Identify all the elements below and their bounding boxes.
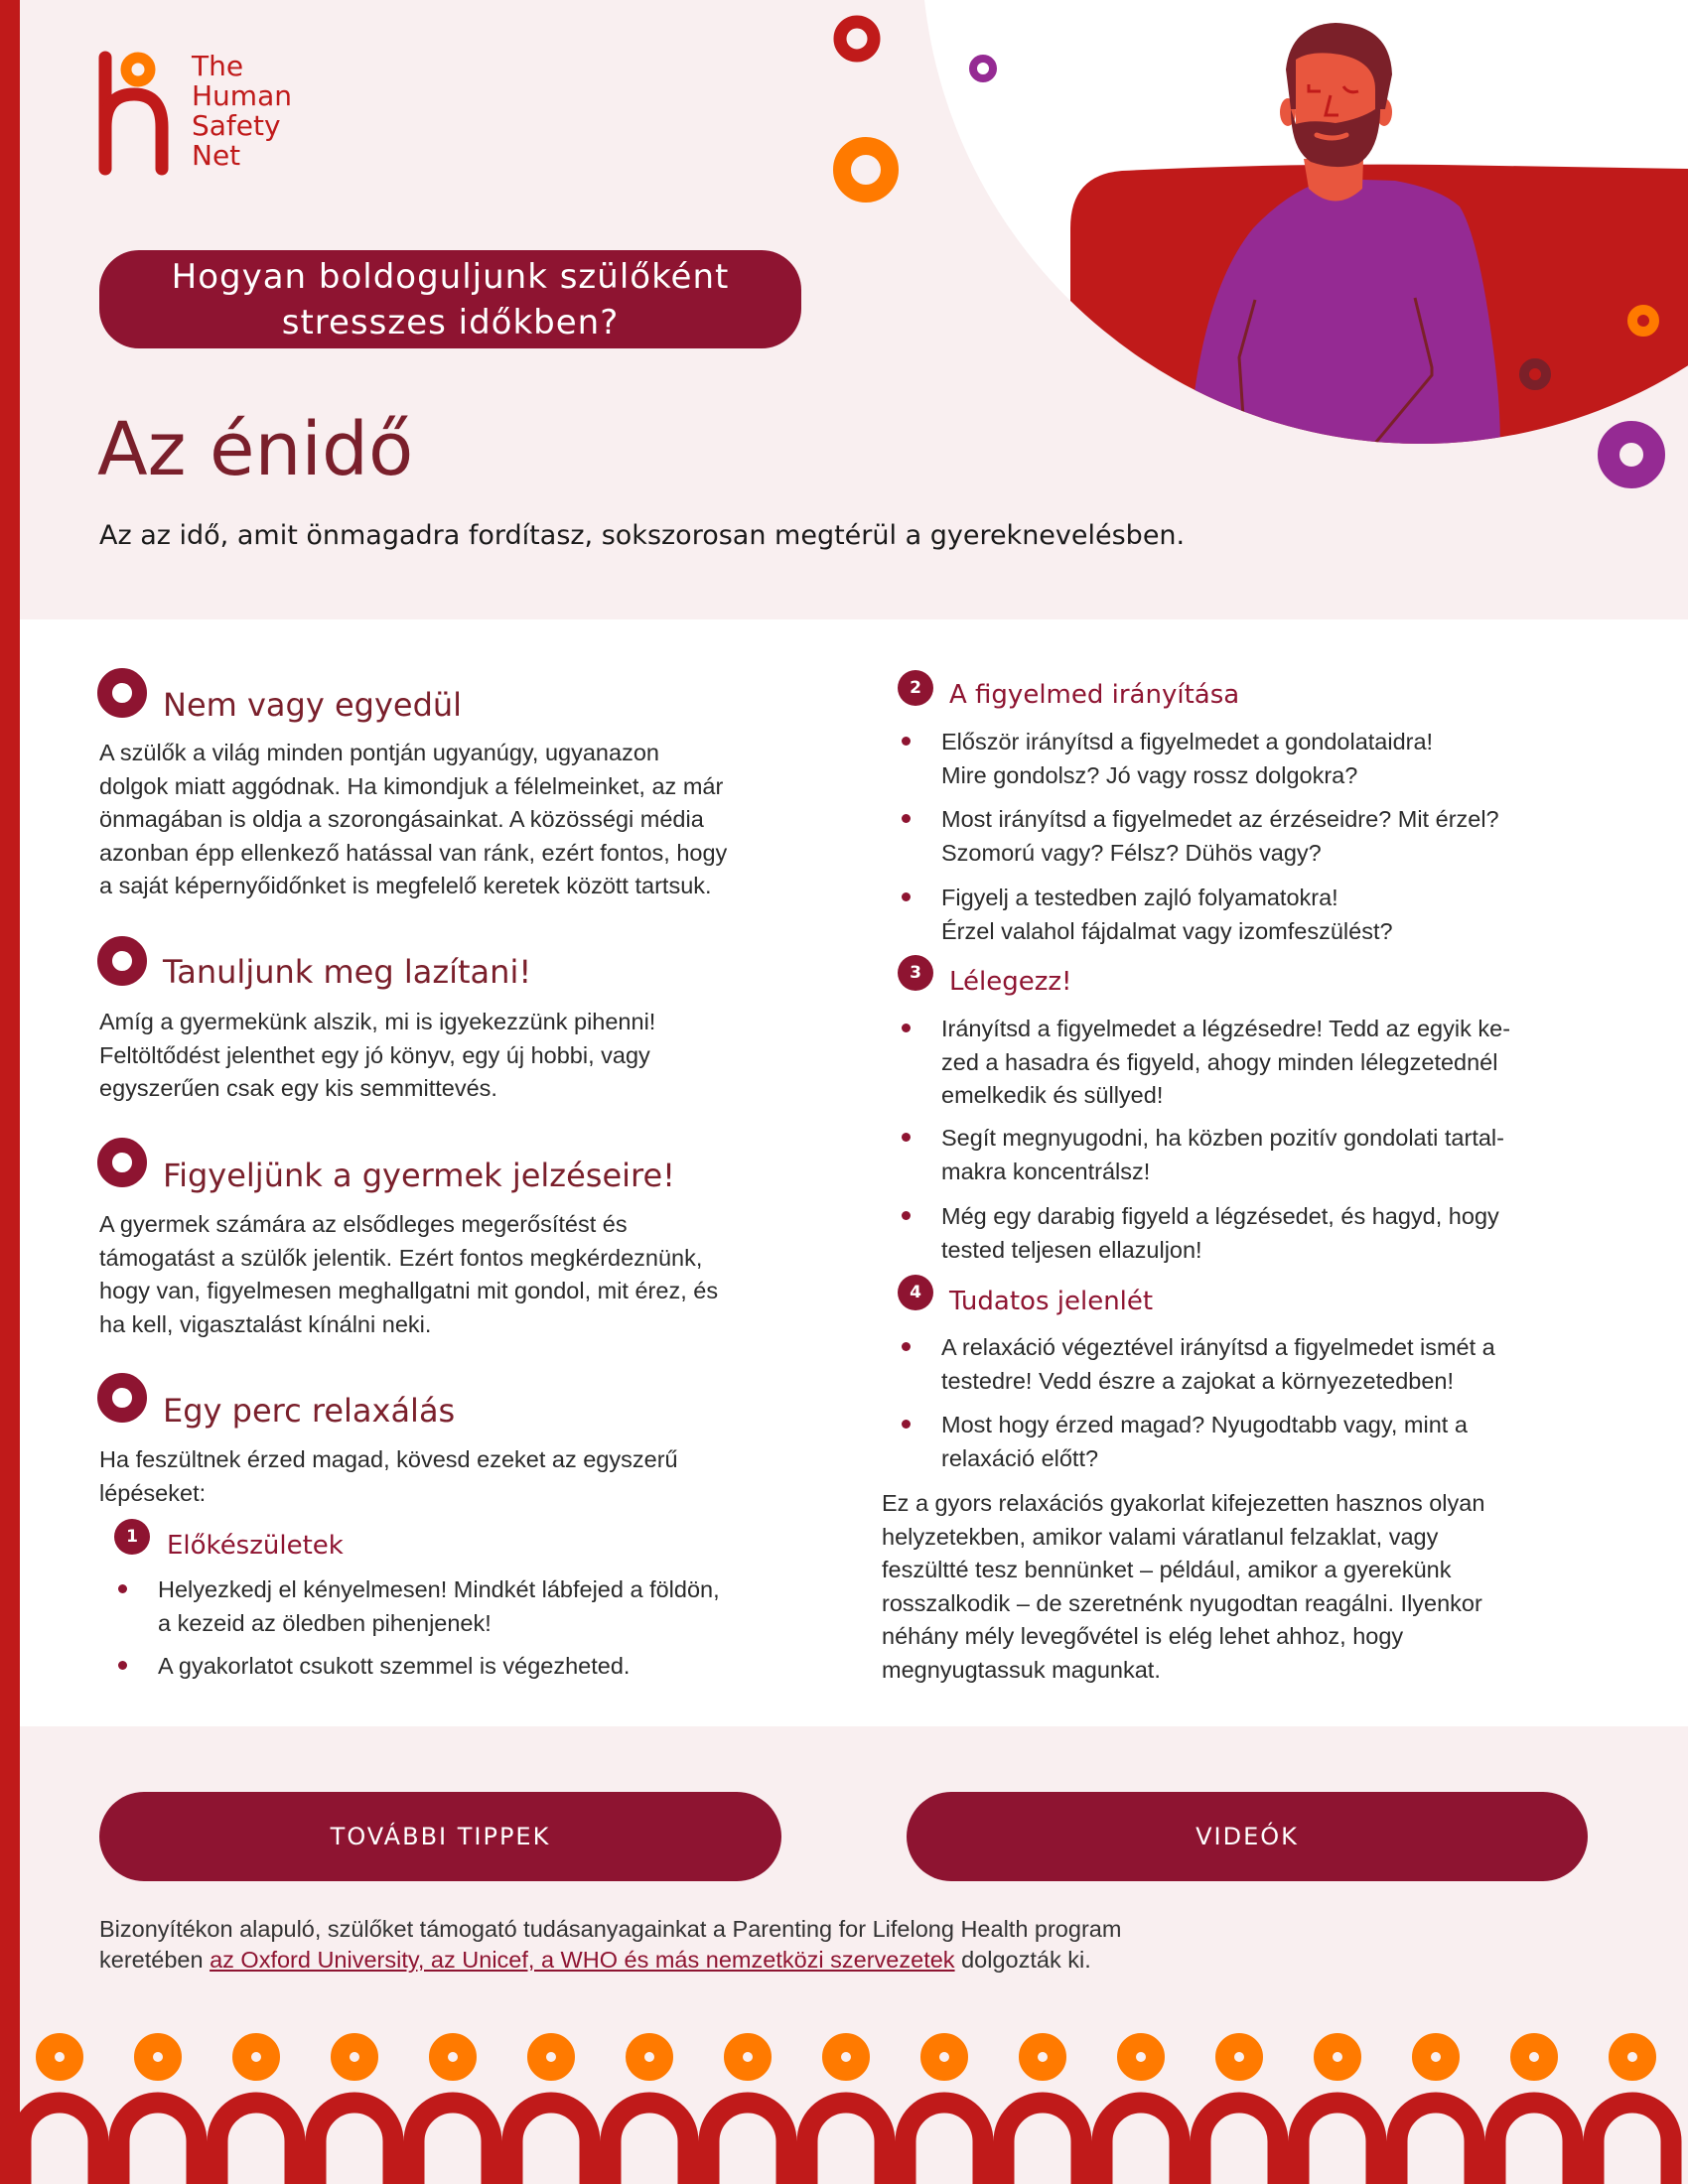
text-line: hogy van, figyelmesen meghallgatni mit gondol, mit érez, és <box>99 1278 719 1303</box>
section-ring-icon <box>97 1138 147 1187</box>
ring-purple-large-decoration <box>1609 432 1654 478</box>
bullet-dot-icon <box>118 1584 127 1593</box>
step-badge: 3 <box>898 955 933 991</box>
footer-ring-icon <box>635 2043 664 2072</box>
footer-ring-icon <box>242 2043 271 2072</box>
text-line: egyszerűen csak egy kis semmittevés. <box>99 1075 497 1101</box>
text-line: Ha feszültnek érzed magad, kövesd ezeket az egyszerű <box>99 1446 678 1472</box>
logo-line: Human <box>192 79 292 112</box>
footer-arch <box>906 2103 983 2184</box>
text-line: feszültté tesz bennünket – például, amikor a gyerekünk <box>882 1557 1452 1582</box>
bullet-text <box>941 1200 1499 1267</box>
bullet-text <box>941 1409 1468 1475</box>
bullet-dot-icon <box>902 892 911 901</box>
footer-arch <box>119 2103 197 2184</box>
section-heading: Egy perc relaxálás <box>163 1392 456 1430</box>
section-body <box>99 1443 678 1510</box>
text-line: ha kell, vigasztalást kínálni neki. <box>99 1310 432 1337</box>
logo-line: Safety <box>192 109 281 142</box>
footer-ring-icon <box>1029 2043 1057 2072</box>
text-line: Ez a gyors relaxációs gyakorlat kifejezetten hasznos olyan <box>882 1490 1485 1516</box>
logo-h-icon <box>94 50 189 179</box>
text-line: relaxáció előtt? <box>941 1444 1099 1471</box>
text-line: A gyermek számára az elsődleges megerősítést és <box>99 1211 628 1237</box>
page-title: Az énidő <box>97 407 414 492</box>
bullet-dot-icon <box>902 814 911 823</box>
text-line: testedre! Vedd észre a zajokat a környezetedben! <box>941 1367 1455 1394</box>
bullet-text <box>941 882 1393 948</box>
logo-wordmark <box>192 52 292 171</box>
logo-line: Net <box>192 139 241 172</box>
text-line: azonban épp ellenkező hatással van ránk, ezért fontos, hogy <box>99 839 728 866</box>
footer-ring-icon <box>144 2043 173 2072</box>
section-body <box>99 1006 655 1106</box>
banner-line: Hogyan boldoguljunk szülőként <box>171 256 730 297</box>
step-label: A figyelmed irányítása <box>949 680 1240 710</box>
text-line: a saját képernyőidőnket is megfelelő keretek között tartsuk. <box>99 873 712 898</box>
text-line: dolgok miatt aggódnak. Ha kimondjuk a félelmeinket, az már <box>99 772 724 799</box>
text-line: lépéseket: <box>99 1479 207 1506</box>
bullet-text <box>941 1013 1510 1113</box>
text-line: Még egy darabig figyeld a légzésedet, és hagyd, hogy <box>941 1203 1499 1229</box>
bullet-dot-icon <box>118 1661 127 1670</box>
text-line: Szomorú vagy? Félsz? Dühös vagy? <box>941 839 1322 866</box>
text-line: Először irányítsd a figyelmedet a gondolataidra! <box>941 729 1434 754</box>
footer-ring-icon <box>46 2043 74 2072</box>
footer-pattern <box>0 2015 1688 2184</box>
footer-ring-icon <box>1225 2043 1254 2072</box>
text-line: Amíg a gyermekünk alszik, mi is igyekezzünk pihenni! <box>99 1009 656 1034</box>
page-subtitle: Az az idő, amit önmagadra fordítasz, sokszorosan megtérül a gyereknevelésben. <box>99 520 1186 551</box>
section-ring-icon <box>97 668 147 718</box>
credit-line: Bizonyítékon alapuló, szülőket támogató tudásanyagainkat a Parenting for Lifelong Health program <box>99 1916 1122 1942</box>
text-line: Mire gondolsz? Jó vagy rossz dolgokra? <box>941 761 1358 788</box>
credit-prefix: keretében <box>99 1947 211 1973</box>
footer-arch <box>807 2103 885 2184</box>
footer-arch <box>1102 2103 1180 2184</box>
footer-arch <box>316 2103 393 2184</box>
more-tips-button[interactable]: TOVÁBBI TIPPEK <box>99 1792 781 1881</box>
step-label: Lélegezz! <box>949 967 1072 997</box>
bullet-dot-icon <box>902 1342 911 1351</box>
text-line: A gyakorlatot csukott szemmel is végezheted. <box>158 1653 631 1679</box>
bullet-dot-icon <box>902 1024 911 1032</box>
section-ring-icon <box>97 936 147 986</box>
footer-arch <box>611 2103 688 2184</box>
footer-arch <box>709 2103 786 2184</box>
footer-arch <box>1200 2103 1278 2184</box>
bullet-dot-icon <box>902 1211 911 1220</box>
section-body <box>99 1208 718 1341</box>
closing-paragraph <box>882 1487 1484 1687</box>
footer-arch <box>1004 2103 1081 2184</box>
step-badge: 2 <box>898 670 933 706</box>
footer-ring-icon <box>1618 2043 1647 2072</box>
bullet-text <box>941 1122 1504 1188</box>
bullet-text <box>158 1650 630 1684</box>
credit-text <box>99 1914 1121 1976</box>
bullet-text <box>941 803 1499 870</box>
footer-ring-icon <box>1422 2043 1451 2072</box>
banner-line: stresszes időkben? <box>281 302 620 342</box>
text-line: Feltöltődést jelenthet egy jó könyv, egy új hobbi, vagy <box>99 1041 650 1068</box>
footer-arch <box>1299 2103 1376 2184</box>
footer-ring-icon <box>1127 2043 1156 2072</box>
left-accent-stripe <box>0 0 20 2184</box>
footer-arch <box>414 2103 492 2184</box>
logo[interactable] <box>94 50 333 179</box>
section-body <box>99 737 727 903</box>
footer-ring-icon <box>537 2043 566 2072</box>
text-line: rosszalkodik – de szeretnénk nyugodtan reagálni. Ilyenkor <box>882 1589 1482 1616</box>
bullet-dot-icon <box>902 1133 911 1142</box>
text-line: tested teljesen ellazuljon! <box>941 1236 1202 1263</box>
footer-ring-icon <box>439 2043 468 2072</box>
footer-arch <box>1397 2103 1475 2184</box>
section-heading: Tanuljunk meg lazítani! <box>163 953 532 991</box>
step-label: Előkészületek <box>167 1531 344 1561</box>
footer-arch <box>1594 2103 1671 2184</box>
text-line: zed a hasadra és figyeld, ahogy minden lélegzetednél <box>941 1048 1498 1075</box>
credit-line <box>99 1945 1121 1976</box>
text-line: helyzetekben, amikor valami váratlanul felzaklat, vagy <box>882 1523 1439 1550</box>
text-line: Figyelj a testedben zajló folyamatokra! <box>941 885 1338 910</box>
text-line: makra koncentrálsz! <box>941 1158 1151 1184</box>
text-line: A relaxáció végeztével irányítsd a figyelmedet ismét a <box>941 1334 1495 1360</box>
text-line: Most irányítsd a figyelmedet az érzéseidre? Mit érzel? <box>941 806 1499 832</box>
footer-arch <box>21 2103 98 2184</box>
section-ring-icon <box>97 1373 147 1423</box>
text-line: Most hogy érzed magad? Nyugodtabb vagy, mint a <box>941 1412 1468 1437</box>
text-line: önmagában is oldja a szorongásainkat. A közösségi média <box>99 806 704 832</box>
step-badge: 4 <box>898 1275 933 1310</box>
bullet-dot-icon <box>902 737 911 746</box>
step-badge: 1 <box>114 1519 150 1555</box>
footer-ring-icon <box>341 2043 369 2072</box>
ring-red-decoration <box>840 22 874 56</box>
text-line: megnyugtassuk magunkat. <box>882 1656 1161 1683</box>
footer-ring-icon <box>930 2043 959 2072</box>
ring-orange-decoration <box>842 146 890 194</box>
text-line: Érzel valahol fájdalmat vagy izomfeszülést? <box>941 917 1393 944</box>
footer-ring-icon <box>1324 2043 1352 2072</box>
text-line: Helyezkedj el kényelmesen! Mindkét lábfejed a földön, <box>158 1576 720 1602</box>
footer-arch <box>1495 2103 1573 2184</box>
text-line: emelkedik és süllyed! <box>941 1082 1164 1108</box>
section-heading: Figyeljünk a gyermek jelzéseire! <box>163 1157 675 1194</box>
partners-link[interactable]: az Oxford University, az Unicef, a WHO és más nemzetközi szervezetek <box>210 1947 955 1973</box>
text-line: A szülők a világ minden pontján ugyanúgy, ugyanazon <box>99 740 659 765</box>
footer-ring-icon <box>832 2043 861 2072</box>
text-line: támogatást a szülők jelentik. Ezért fontos megkérdeznünk, <box>99 1244 703 1271</box>
bullet-text <box>158 1573 720 1640</box>
text-line: Segít megnyugodni, ha közben pozitív gondolati tartal- <box>941 1125 1504 1151</box>
footer-ring-icon <box>1520 2043 1549 2072</box>
bullet-text <box>941 1331 1495 1398</box>
text-line: néhány mély levegővétel is elég lehet ahhoz, hogy <box>882 1623 1404 1649</box>
bullet-text <box>941 726 1433 792</box>
credit-suffix: dolgozták ki. <box>954 1947 1091 1973</box>
step-label: Tudatos jelenlét <box>949 1287 1154 1316</box>
logo-line: The <box>192 50 244 82</box>
topic-banner <box>99 250 801 348</box>
bullet-dot-icon <box>902 1420 911 1429</box>
section-heading: Nem vagy egyedül <box>163 686 463 724</box>
text-line: a kezeid az öledben pihenjenek! <box>158 1609 492 1636</box>
videos-button[interactable]: VIDEÓK <box>907 1792 1588 1881</box>
footer-ring-icon <box>734 2043 763 2072</box>
text-line: Irányítsd a figyelmedet a légzésedre! Tedd az egyik ke- <box>941 1016 1511 1041</box>
footer-arch <box>217 2103 295 2184</box>
footer-arch <box>512 2103 590 2184</box>
